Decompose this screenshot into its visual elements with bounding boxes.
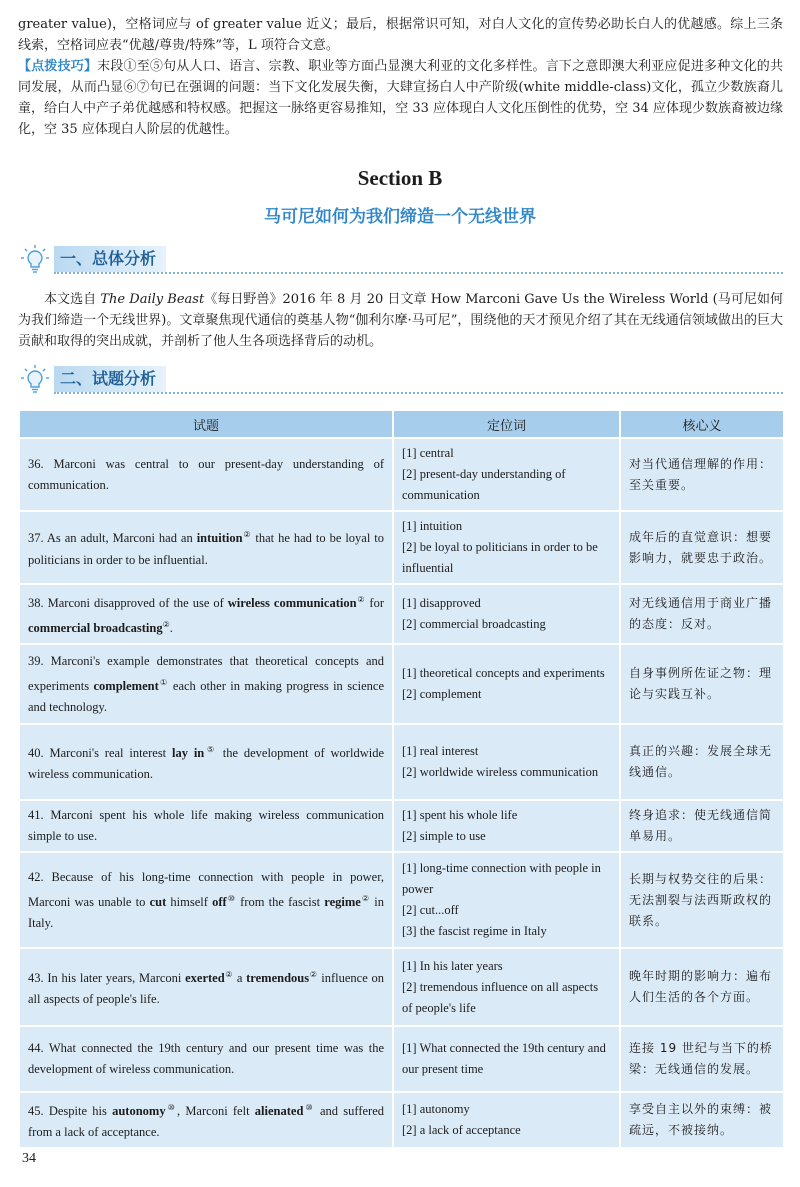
question-text: in Italy. <box>28 894 385 930</box>
locator-item: [1] intuition <box>402 519 463 533</box>
locator-item: [2] simple to use <box>402 829 486 844</box>
core-meaning-cell: 连接 19 世纪与当下的桥梁：无线通信的发展。 <box>620 1026 784 1092</box>
locator-item: [2] present-day understanding of communication <box>402 467 566 502</box>
core-meaning-cell: 对当代通信理解的作用：至关重要。 <box>620 438 784 511</box>
question-text: 37. As an adult, Marconi had an <box>28 531 197 546</box>
question-text: each other in making progress in science and technology. <box>28 678 384 714</box>
core-meaning-cell: 晚年时期的影响力：遍布人们生活的各个方面。 <box>620 948 784 1026</box>
question-text: 43. In his later years, Marconi <box>28 971 186 986</box>
heading-question-analysis <box>18 364 783 394</box>
locator-item: [2] commercial broadcasting <box>402 617 546 632</box>
question-text: 36. Marconi was central to our present-day understanding of communication. <box>28 456 384 492</box>
keyword: cut <box>149 894 167 909</box>
question-text: 38. Marconi disapproved of the use of <box>28 596 228 611</box>
intro-paragraph: greater value)，空格词应与 of greater value 近义；最后，根据常识可知，对白人文化的宣传势必助长白人的优越感。综上三条线索，空格词应表“优越/尊贵/特殊”等，L 项符合文意。 <box>18 17 783 53</box>
question-analysis-table <box>18 409 785 1149</box>
keyword-marker: ⑩ <box>303 1103 315 1113</box>
question-cell <box>19 438 393 511</box>
keyword-marker: ⑤ <box>204 745 217 755</box>
header-locator: 定位词 <box>393 410 620 438</box>
locator-cell <box>393 1026 620 1092</box>
question-text: , Marconi felt <box>176 1104 255 1119</box>
question-text: and suffered from a lack of acceptance. <box>28 1104 385 1140</box>
locator-item: [1] long-time connection with people in power <box>402 861 601 897</box>
section-title: Section B <box>357 166 443 190</box>
question-text: 45. Despite his <box>28 1104 113 1119</box>
locator-item: [1] disapproved <box>402 596 481 611</box>
locator-cell <box>393 852 620 948</box>
keyword: intuition <box>196 531 243 546</box>
question-text: 42. Because of his long-time connection with people in power, Marconi was unable to <box>28 869 384 909</box>
question-text: 44. What connected the 19th century and our present time was the development of wireless communication. <box>28 1041 384 1077</box>
table-row <box>19 511 784 584</box>
section-subtitle: 马可尼如何为我们缔造一个无线世界 <box>264 207 536 227</box>
question-text: 41. Marconi spent his whole life making wireless communication simple to use. <box>28 808 384 844</box>
core-meaning-cell: 对无线通信用于商业广播的态度：反对。 <box>620 584 784 644</box>
page-number: 34 <box>22 1151 36 1166</box>
question-cell <box>19 852 393 948</box>
question-cell <box>19 511 393 584</box>
analysis-lead: 本文选自 <box>44 292 101 307</box>
table-row <box>19 584 784 644</box>
locator-item: [2] tremendous influence on all aspects of people's life <box>402 979 599 1015</box>
header-question: 试题 <box>19 410 393 438</box>
keyword: autonomy <box>112 1104 166 1119</box>
heading-label: 二、试题分析 <box>54 366 166 392</box>
locator-cell <box>393 724 620 800</box>
keyword: commercial broadcasting <box>28 621 163 636</box>
locator-item: [1] autonomy <box>402 1102 470 1117</box>
question-text: influence on all aspects of people's life. <box>28 971 384 1007</box>
locator-item: [1] central <box>402 446 454 460</box>
question-cell <box>19 1026 393 1092</box>
keyword-marker: ② <box>162 620 170 630</box>
core-meaning-cell: 真正的兴趣：发展全球无线通信。 <box>620 724 784 800</box>
tip-label: 【点拨技巧】 <box>18 59 98 74</box>
table-row <box>19 1092 784 1148</box>
keyword-marker: ① <box>158 677 169 687</box>
analysis-source-title: The Daily Beast <box>100 292 205 307</box>
keyword: exerted <box>185 971 225 986</box>
keyword: lay in <box>172 746 205 761</box>
keyword: regime <box>324 894 361 909</box>
table-row <box>19 800 784 852</box>
table-row <box>19 644 784 724</box>
keyword-marker: ② <box>356 595 366 604</box>
core-meaning-cell: 终身追求：使无线通信简单易用。 <box>620 800 784 852</box>
core-meaning-cell: 成年后的直觉意识：想要影响力，就要忠于政治。 <box>620 511 784 584</box>
keyword-marker: ⑩ <box>226 893 236 903</box>
table-row <box>19 438 784 511</box>
analysis-paragraph <box>18 289 783 352</box>
locator-item: [1] theoretical concepts and experiments <box>402 666 605 681</box>
question-cell <box>19 724 393 800</box>
table-row <box>19 1026 784 1092</box>
overall-analysis-text <box>18 289 783 352</box>
locator-item: [1] real interest <box>402 744 479 759</box>
locator-item: [2] a lack of acceptance <box>402 1123 521 1138</box>
table-header-row <box>19 410 784 438</box>
question-cell <box>19 948 393 1026</box>
question-cell <box>19 1092 393 1148</box>
locator-cell <box>393 438 620 511</box>
locator-cell <box>393 800 620 852</box>
heading-overall-analysis <box>18 244 783 274</box>
locator-item: [2] be loyal to politicians in order to be influential <box>402 540 598 575</box>
question-text: the development of worldwide wireless communication. <box>28 746 384 782</box>
locator-item: [2] complement <box>402 687 482 702</box>
question-text: that he had to be loyal to politicians in order to be influential. <box>28 531 385 567</box>
core-meaning-cell: 长期与权势交往的后果：无法割裂与法西斯政权的联系。 <box>620 852 784 948</box>
lightbulb-icon <box>20 364 50 394</box>
table-row <box>19 852 784 948</box>
locator-item: [1] In his later years <box>402 958 503 973</box>
locator-cell <box>393 511 620 584</box>
question-text: a <box>233 971 247 986</box>
keyword: tremendous <box>246 971 310 986</box>
keyword: wireless communication <box>227 596 357 611</box>
locator-cell <box>393 948 620 1026</box>
locator-cell <box>393 584 620 644</box>
question-text: . <box>169 621 173 636</box>
locator-cell <box>393 1092 620 1148</box>
core-meaning-cell: 享受自主以外的束缚：被疏远，不被接纳。 <box>620 1092 784 1148</box>
heading-label: 一、总体分析 <box>54 246 166 272</box>
heading-divider <box>54 272 783 274</box>
question-cell <box>19 800 393 852</box>
intro-block <box>18 14 783 140</box>
table-row <box>19 948 784 1026</box>
question-text: for <box>365 596 385 611</box>
question-text: himself <box>166 894 213 909</box>
keyword-marker: ⑩ <box>165 1103 177 1113</box>
keyword: alienated <box>254 1104 304 1119</box>
locator-item: [3] the fascist regime in Italy <box>402 924 547 939</box>
keyword: complement <box>93 678 159 693</box>
keyword-marker: ② <box>224 970 234 980</box>
keyword: off <box>212 894 227 909</box>
tip-text: 末段①至⑤句从人口、语言、宗教、职业等方面凸显澳大利亚的文化多样性。言下之意即澳大利亚应促进多种文化的共同发展，从而凸显⑥⑦句已在强调的问题：当下文化发展失衡，大肆宣扬白人中产阶级(white middle-class)文化，孤立少数族裔儿童，给白人中产子弟优越感和特权感。把握这一脉络更容易推知，空 33 应体现白人文化压倒性的优势，空 34 应体现少数族裔被边缘化，空 35 应体现白人阶层的优越性。 <box>18 59 783 137</box>
table-row <box>19 724 784 800</box>
question-cell <box>19 584 393 644</box>
header-core: 核心义 <box>620 410 784 438</box>
core-meaning-cell: 自身事例所佐证之物：理论与实践互补。 <box>620 644 784 724</box>
question-cell <box>19 644 393 724</box>
question-text: 39. Marconi's example demonstrates that theoretical concepts and experiments <box>28 653 384 693</box>
tip-paragraph <box>18 56 783 140</box>
locator-cell <box>393 644 620 724</box>
question-text: from the fascist <box>236 894 325 909</box>
question-text: 40. Marconi's real interest <box>28 746 173 761</box>
analysis-rest: 《每日野兽》2016 年 8 月 20 日文章 How Marconi Gave Us the Wireless World (马可尼如何为我们缔造一个无线世界)。文章聚焦现代通信的奠基人物“伽利尔摩·马可尼”，围绕他的天才预见介绍了其在无线通信领域做出的巨大贡献和取得的突出成就，并剖析了他人生各项选择背后的动机。 <box>18 292 783 349</box>
lightbulb-icon <box>20 244 50 274</box>
locator-item: [2] cut...off <box>402 903 459 918</box>
keyword-marker: ② <box>242 530 252 540</box>
heading-divider <box>54 392 783 394</box>
keyword-marker: ② <box>309 970 318 980</box>
keyword-marker: ② <box>360 893 371 903</box>
locator-item: [1] What connected the 19th century and our present time <box>402 1041 606 1077</box>
locator-item: [2] worldwide wireless communication <box>402 765 599 780</box>
locator-item: [1] spent his whole life <box>402 808 518 823</box>
